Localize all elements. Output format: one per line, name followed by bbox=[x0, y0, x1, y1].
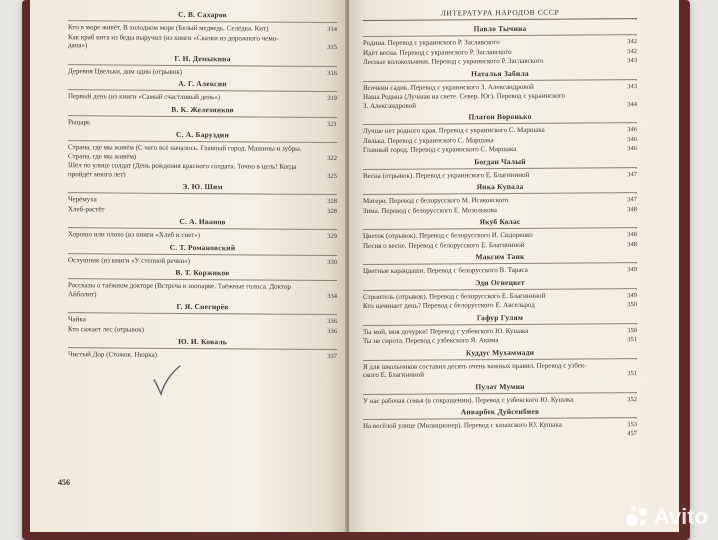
entry-title: У нас рабочая семья (в сокращении). Перевод с узбекского Ю. Кушака bbox=[363, 395, 574, 405]
entry-title: Главный город. Перевод с украинского С. Маршака bbox=[363, 144, 517, 155]
author-heading: Платон Воронько bbox=[468, 111, 532, 122]
entry-title: Хорошо или плохо (из книги «Хлеб и снег») bbox=[68, 230, 201, 240]
entry-title: Родина. Перевод с украинского Р. Заславского bbox=[363, 38, 500, 48]
entry-title: Кто сажает лес (отрывок) bbox=[68, 324, 144, 334]
entry-title: Первый день (из книги «Самый счастливый день») bbox=[68, 92, 221, 102]
entry-title: Кто начинает день? Перевод с белорусского Е. Аксельрод bbox=[363, 300, 535, 311]
entry-title: Я для школьников составил десять очень важных правил. Перевод с узбек- bbox=[363, 360, 587, 371]
entry-page-number: 344 bbox=[627, 100, 637, 108]
entry-page-number: 347 bbox=[627, 170, 637, 178]
entry-title: Цветок (отрывок). Перевод с белорусского И. Сидоренко bbox=[363, 230, 533, 241]
contents-entry bbox=[363, 300, 637, 311]
author-heading: Э. Ю. Шим bbox=[182, 181, 223, 192]
entry-page-number: 319 bbox=[327, 94, 337, 103]
left-page-contents bbox=[30, 0, 347, 532]
author-heading: Павло Тычина bbox=[473, 23, 527, 34]
entry-title: Зима. Перевод с белорусского Е. Мозольковa bbox=[363, 205, 498, 215]
author-heading: Эди Огнецвет bbox=[475, 277, 525, 287]
entry-page-number: 350 bbox=[627, 326, 637, 334]
entry-page-number: 353 bbox=[627, 421, 637, 429]
contents-entry bbox=[68, 205, 337, 216]
contents-entry bbox=[68, 118, 337, 129]
contents-entry bbox=[363, 56, 637, 67]
entry-page-number: 457 bbox=[627, 429, 637, 437]
entry-page-number: 352 bbox=[627, 395, 637, 403]
author-heading: В. Т. Коржиков bbox=[175, 267, 230, 278]
entry-page-number: 328 bbox=[327, 207, 337, 215]
contents-entry bbox=[363, 430, 637, 440]
entry-page-number: 322 bbox=[327, 154, 337, 162]
entry-page-number: 328 bbox=[327, 197, 337, 206]
contents-entry bbox=[363, 395, 637, 406]
author-heading: Богдан Чалый bbox=[474, 156, 526, 166]
contents-entry bbox=[68, 41, 337, 52]
entry-title: Матери. Перевод с белорусского М. Исаковского bbox=[363, 196, 509, 206]
entry-title: Айболит) bbox=[68, 289, 97, 298]
entry-title: Ты мой, моя дочурки! Перевод с узбекского Ю. Кушака bbox=[363, 326, 529, 336]
contents-entry bbox=[68, 350, 337, 361]
entry-page-number: 350 bbox=[627, 301, 637, 309]
section-header: ЛИТЕРАТУРА НАРОДОВ СССР bbox=[363, 7, 637, 21]
entry-page-number: 336 bbox=[327, 317, 337, 326]
entry-page-number: 348 bbox=[627, 205, 637, 213]
avito-logo-icon bbox=[626, 506, 648, 528]
entry-page-number: 343 bbox=[627, 57, 637, 65]
entry-title: ского Е. Благининой bbox=[363, 370, 425, 380]
left-page-number: 456 bbox=[58, 478, 70, 487]
entry-title: Песня о весне. Перевод с белорусского Е. Благининой bbox=[363, 240, 525, 250]
author-heading: Куддус Мухаммади bbox=[465, 347, 535, 357]
author-heading: С. В. Сахаров bbox=[178, 9, 227, 20]
entry-page-number: 348 bbox=[627, 231, 637, 239]
entry-title: Идёт весна. Перевод с украинского Р. Заславского bbox=[363, 47, 512, 57]
right-page bbox=[349, 0, 679, 532]
entry-page-number: 336 bbox=[327, 327, 337, 335]
author-heading: Г. Я. Снегирёв bbox=[176, 301, 229, 312]
contents-entry bbox=[363, 369, 637, 380]
author-heading: Ю. И. Коваль bbox=[178, 336, 227, 347]
contents-entry bbox=[363, 170, 637, 181]
contents-entry bbox=[68, 170, 337, 181]
entry-title: Ты не сирота. Перевод с узбекского Я. Акима bbox=[363, 336, 499, 346]
avito-watermark bbox=[626, 504, 708, 530]
entry-title: На весёлой улице (Милиционер). Перевод с казахского Ю. Кушака bbox=[363, 420, 562, 431]
entry-page-number: 342 bbox=[627, 38, 637, 46]
entry-page-number: 316 bbox=[327, 69, 337, 77]
contents-entry bbox=[363, 240, 637, 251]
entry-page-number: 343 bbox=[627, 82, 637, 90]
left-page bbox=[30, 0, 347, 532]
author-heading: С. А. Иванов bbox=[179, 216, 226, 227]
contents-entry bbox=[68, 67, 337, 78]
author-heading: Гафур Гулям bbox=[476, 312, 524, 322]
contents-entry bbox=[68, 92, 337, 103]
author-heading: В. К. Железников bbox=[171, 104, 234, 114]
entry-title: Лялька. Перевод с украинского С. Маршака bbox=[363, 135, 494, 145]
entry-page-number: 314 bbox=[327, 25, 337, 34]
entry-page-number: 351 bbox=[627, 370, 637, 378]
author-heading: Пулат Мумин bbox=[475, 381, 525, 391]
entry-page-number: 346 bbox=[627, 126, 637, 134]
author-heading: Якуб Колас bbox=[479, 216, 521, 227]
contents-entry bbox=[363, 100, 637, 111]
entry-title: Лесные колокольчики. Перевод с украинского Р. Заславского bbox=[363, 56, 544, 67]
entry-page-number: 351 bbox=[627, 336, 637, 344]
entry-title: пройдёт много лет) bbox=[68, 169, 126, 179]
entry-title: Строитель (отрывок). Перевод с белорусского Е. Благининой bbox=[363, 291, 546, 301]
contents-entry bbox=[68, 256, 337, 267]
entry-title: Чайка bbox=[68, 315, 86, 324]
entry-page-number: 330 bbox=[327, 258, 337, 266]
entry-page-number: 346 bbox=[627, 135, 637, 143]
author-heading: С. Т. Романовский bbox=[169, 242, 236, 252]
author-heading: А. Г. Алексин bbox=[178, 78, 227, 89]
entry-page-number: 329 bbox=[327, 232, 337, 241]
entry-page-number: 347 bbox=[627, 196, 637, 204]
entry-title: Хлеб-растёт bbox=[68, 204, 105, 213]
author-heading: Анварбек Дуйсенбиев bbox=[460, 406, 540, 417]
contents-entry bbox=[68, 325, 337, 336]
entry-page-number: 325 bbox=[327, 172, 337, 180]
entry-title: Шёл по улице солдат (День рождения красного солдата. Точно в цель! Когда bbox=[68, 161, 297, 171]
contents-entry bbox=[68, 290, 337, 301]
entry-page-number: 346 bbox=[627, 145, 637, 153]
contents-entry bbox=[363, 144, 637, 155]
entry-title: Рассказы о таёжном докторе (Встреча в зоопарке. Таёжные голоса. Доктор bbox=[68, 281, 291, 291]
entry-title: Деревня Цвельки, дом один (отрывок) bbox=[68, 66, 183, 76]
entry-title: Цветные карандаши. Перевод с белорусского В. Тараса bbox=[363, 265, 528, 276]
entry-page-number: 349 bbox=[627, 266, 637, 274]
avito-watermark-text: Avito bbox=[653, 504, 708, 529]
author-heading: С. А. Баруздин bbox=[176, 129, 229, 140]
entry-page-number: 348 bbox=[627, 240, 637, 248]
entry-title: Чистый Дор (Стожок. Нюрка) bbox=[68, 350, 157, 359]
contents-entry bbox=[68, 230, 337, 241]
entry-page-number: 315 bbox=[327, 43, 337, 52]
entry-title: Страна, где мы живём) bbox=[68, 151, 137, 161]
contents-entry bbox=[363, 205, 637, 216]
entry-title: Рыцарь bbox=[68, 117, 91, 126]
entry-page-number: 334 bbox=[327, 292, 337, 300]
entry-title: Кто в море живёт. В холодном море (Белый медведь. Селёдка. Кит) bbox=[68, 23, 269, 33]
entry-title: Черёмуха bbox=[68, 195, 97, 204]
author-heading: Янка Купала bbox=[476, 181, 524, 192]
author-heading: Максим Танк bbox=[475, 251, 525, 262]
author-heading: Г. Н. Демыкина bbox=[174, 53, 231, 63]
entry-title: Как краб кита из беды выручил (из книги «Сказки из дорожного чемо- bbox=[68, 32, 279, 43]
entry-title: Лучше нет родного края. Перевод с украинского С. Маршака bbox=[363, 125, 545, 136]
contents-entry bbox=[363, 265, 637, 276]
entry-page-number: 349 bbox=[627, 291, 637, 299]
entry-title: Страна, где мы живём (С чего всё началось. Главный город. Машины и зубры. bbox=[68, 143, 302, 153]
entry-title: дана») bbox=[68, 41, 88, 50]
entry-title: Ясочкин садик. Перевод с украинского З. Александровой bbox=[363, 82, 534, 92]
entry-title: З. Александровой bbox=[363, 101, 416, 110]
entry-title: Весна (отрывок). Перевод с украинского Е. Благининой bbox=[363, 170, 530, 180]
entry-page-number: 321 bbox=[327, 120, 337, 128]
entry-title: Ослушник (из книги «У степной речки») bbox=[68, 255, 190, 265]
contents-entry bbox=[363, 335, 637, 346]
pencil-check-mark bbox=[150, 364, 184, 398]
author-heading: Наталья Забила bbox=[471, 68, 529, 78]
right-page-contents bbox=[349, 0, 679, 532]
entry-page-number: 337 bbox=[327, 352, 337, 361]
entry-title: Наша Родина (Лучшая на свете. Север. Юг). Перевод с украинского bbox=[363, 91, 565, 102]
entry-title bbox=[363, 435, 617, 437]
entry-page-number: 342 bbox=[627, 47, 637, 55]
